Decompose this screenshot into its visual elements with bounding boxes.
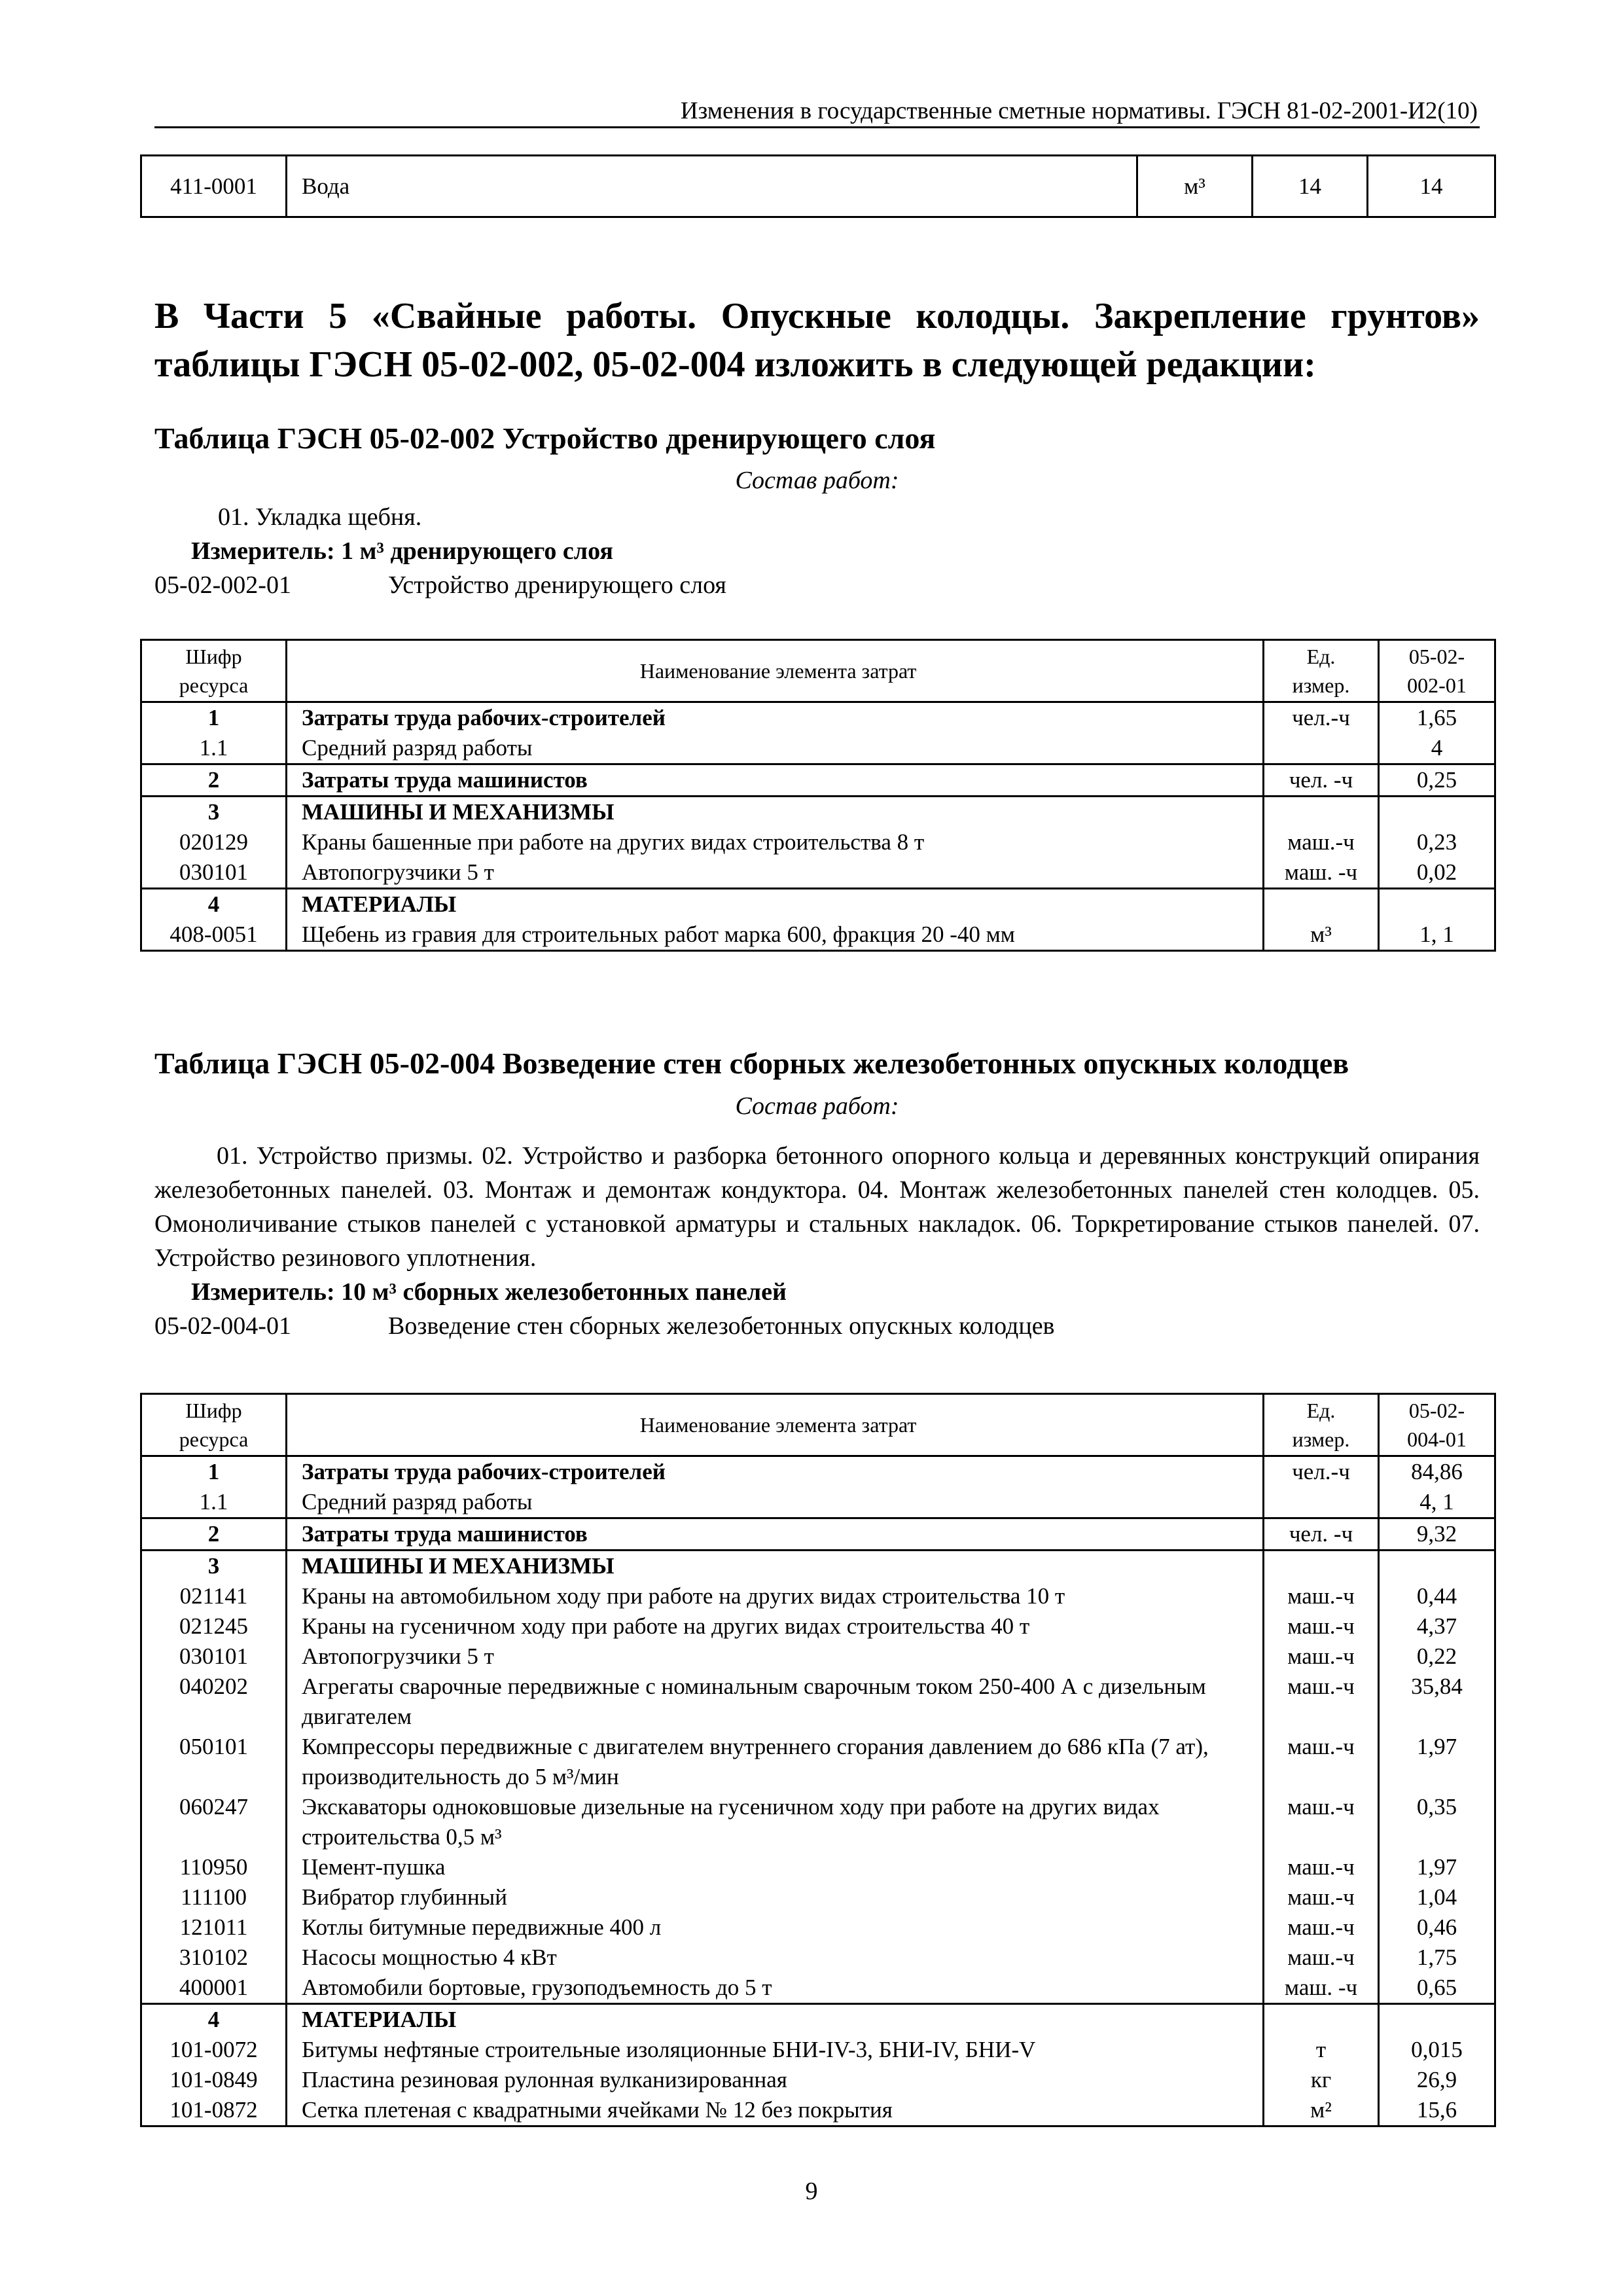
table2-composition: 01. Устройство призмы. 02. Устройство и разборка бетонного опорного кольца и деревянных конструкций опирания железобетонных панелей. 03. Монтаж и демонтаж кондуктора. 04. Монтаж железобетонных панелей стен колодцев. 05. Омоноличивание стыков панелей с установкой арматуры и стальных накладок. 06. Торкретирование стыков панелей. 07. Устройство резинового уплотнения.	[154, 1142, 1480, 1272]
col-header-unit: Ед. измер.	[1264, 1394, 1379, 1456]
table2-norm-name: Возведение стен сборных железобетонных опускных колодцев	[388, 1312, 1055, 1340]
row-code: 021141	[141, 1581, 287, 1611]
table2-composition-label: Состав работ:	[735, 1092, 899, 1120]
row-value: 84,86	[1379, 1456, 1495, 1488]
row-name: Насосы мощностью 4 кВт	[287, 1943, 1264, 1973]
row-name: Средний разряд работы	[287, 733, 1264, 764]
table-row	[141, 733, 1495, 764]
row-unit: маш.-ч	[1264, 1641, 1379, 1672]
table-row	[141, 2095, 1495, 2126]
row-unit	[1264, 2004, 1379, 2036]
table-row	[141, 702, 1495, 734]
row-name: Краны на автомобильном ходу при работе на других видах строительства 10 т	[287, 1581, 1264, 1611]
row-code: 1.1	[141, 1487, 287, 1518]
row-unit: маш.-ч	[1264, 1672, 1379, 1732]
table-row	[141, 1551, 1495, 1582]
col-header-value: 05-02- 002-01	[1379, 640, 1495, 702]
row-value: 26,9	[1379, 2065, 1495, 2095]
row-name: Компрессоры передвижные с двигателем внутреннего сгорания давлением до 686 кПа (7 ат), производительность до 5 м³/мин	[287, 1732, 1264, 1792]
row-value: 9,32	[1379, 1518, 1495, 1551]
section-heading-line2: таблицы ГЭСН 05-02-002, 05-02-004 изложить в следующей редакции:	[154, 344, 1316, 385]
row-unit: м³	[1137, 156, 1253, 217]
row-name: Автопогрузчики 5 т	[287, 1641, 1264, 1672]
table1-composition-label: Состав работ:	[735, 467, 899, 494]
col-header-value: 05-02- 004-01	[1379, 1394, 1495, 1456]
row-code: 4	[141, 889, 287, 920]
table-row	[141, 1732, 1495, 1792]
row-code: 101-0072	[141, 2035, 287, 2065]
running-header: Изменения в государственные сметные нормативы. ГЭСН 81-02-2001-И2(10)	[680, 98, 1478, 124]
table-header-row	[141, 1394, 1495, 1456]
row-code: 050101	[141, 1732, 287, 1792]
col-header-name: Наименование элемента затрат	[287, 640, 1264, 702]
table-row	[141, 1611, 1495, 1641]
row-name: Автомобили бортовые, грузоподъемность до 5 т	[287, 1973, 1264, 2004]
table-row	[141, 156, 1495, 217]
row-code: 3	[141, 797, 287, 828]
resource-table-1	[140, 639, 1496, 952]
table-row	[141, 1456, 1495, 1488]
row-name: Агрегаты сварочные передвижные с номинальным сварочным током 250-400 А с дизельным двигателем	[287, 1672, 1264, 1732]
table-row	[141, 1792, 1495, 1852]
row-value: 14	[1253, 156, 1368, 217]
table-row	[141, 797, 1495, 828]
row-value: 0,44	[1379, 1581, 1495, 1611]
row-value: 14	[1368, 156, 1495, 217]
row-value	[1379, 2004, 1495, 2036]
table-row	[141, 1672, 1495, 1732]
row-name: МАТЕРИАЛЫ	[287, 2004, 1264, 2036]
row-value: 4, 1	[1379, 1487, 1495, 1518]
page-number: 9	[805, 2178, 818, 2205]
row-value: 0,46	[1379, 1912, 1495, 1943]
row-value: 1,97	[1379, 1732, 1495, 1792]
row-value: 1,97	[1379, 1852, 1495, 1882]
row-unit: маш.-ч	[1264, 1852, 1379, 1882]
row-code: 411-0001	[141, 156, 287, 217]
table-row	[141, 764, 1495, 797]
table-row	[141, 2065, 1495, 2095]
table-row	[141, 1487, 1495, 1518]
table-row	[141, 1581, 1495, 1611]
table-header-row	[141, 640, 1495, 702]
row-value: 4,37	[1379, 1611, 1495, 1641]
row-code: 020129	[141, 827, 287, 857]
table1-meter: Измеритель: 1 м³ дренирующего слоя	[191, 537, 613, 565]
row-name: Затраты труда машинистов	[287, 1518, 1264, 1551]
row-name: МАШИНЫ И МЕХАНИЗМЫ	[287, 797, 1264, 828]
row-code: 101-0849	[141, 2065, 287, 2095]
row-unit	[1264, 889, 1379, 920]
row-value: 1, 1	[1379, 920, 1495, 951]
table-body	[141, 702, 1495, 951]
table2-norm-code: 05-02-004-01	[154, 1312, 291, 1340]
row-value: 1,04	[1379, 1882, 1495, 1912]
row-name: Экскаваторы одноковшовые дизельные на гусеничном ходу при работе на других видах строительства 0,5 м³	[287, 1792, 1264, 1852]
row-unit: маш.-ч	[1264, 1611, 1379, 1641]
table1-norm-code: 05-02-002-01	[154, 571, 291, 599]
row-name: Сетка плетеная с квадратными ячейками № 12 без покрытия	[287, 2095, 1264, 2126]
row-unit: м³	[1264, 920, 1379, 951]
row-value: 1,75	[1379, 1943, 1495, 1973]
table-row	[141, 920, 1495, 951]
row-name: Краны на гусеничном ходу при работе на других видах строительства 40 т	[287, 1611, 1264, 1641]
row-code: 1.1	[141, 733, 287, 764]
row-code: 060247	[141, 1792, 287, 1852]
row-value: 15,6	[1379, 2095, 1495, 2126]
continuation-table	[140, 154, 1496, 218]
row-name: Средний разряд работы	[287, 1487, 1264, 1518]
row-unit: чел.-ч	[1264, 1456, 1379, 1488]
section-heading-line1: В Части 5 «Свайные работы. Опускные колодцы. Закрепление грунтов»	[154, 296, 1480, 336]
row-unit: маш.-ч	[1264, 1581, 1379, 1611]
row-value: 0,015	[1379, 2035, 1495, 2065]
row-unit: маш.-ч	[1264, 1792, 1379, 1852]
row-name: Битумы нефтяные строительные изоляционные БНИ-IV-3, БНИ-IV, БНИ-V	[287, 2035, 1264, 2065]
row-unit: чел. -ч	[1264, 1518, 1379, 1551]
resource-table-2	[140, 1393, 1496, 2127]
table-row	[141, 1641, 1495, 1672]
row-unit: маш.-ч	[1264, 1912, 1379, 1943]
table-row	[141, 1912, 1495, 1943]
row-value	[1379, 889, 1495, 920]
row-unit: чел.-ч	[1264, 702, 1379, 734]
row-name: Вода	[287, 156, 1137, 217]
row-name: Краны башенные при работе на других видах строительства 8 т	[287, 827, 1264, 857]
row-name: Затраты труда рабочих-строителей	[287, 1456, 1264, 1488]
row-name: Пластина резиновая рулонная вулканизированная	[287, 2065, 1264, 2095]
row-name: Автопогрузчики 5 т	[287, 857, 1264, 889]
table-body	[141, 1456, 1495, 2126]
section-heading	[154, 292, 1480, 389]
table-row	[141, 857, 1495, 889]
row-code: 400001	[141, 1973, 287, 2004]
row-code: 4	[141, 2004, 287, 2036]
table-row	[141, 889, 1495, 920]
col-header-code: Шифр ресурса	[141, 640, 287, 702]
row-unit: маш. -ч	[1264, 857, 1379, 889]
table-row	[141, 827, 1495, 857]
table-row	[141, 1882, 1495, 1912]
row-name: Цемент-пушка	[287, 1852, 1264, 1882]
row-value: 0,25	[1379, 764, 1495, 797]
row-name: Котлы битумные передвижные 400 л	[287, 1912, 1264, 1943]
row-value	[1379, 1551, 1495, 1582]
row-unit	[1264, 797, 1379, 828]
row-code: 121011	[141, 1912, 287, 1943]
row-code: 3	[141, 1551, 287, 1582]
table1-title: Таблица ГЭСН 05-02-002 Устройство дренирующего слоя	[154, 422, 936, 455]
row-code: 110950	[141, 1852, 287, 1882]
table-row	[141, 1852, 1495, 1882]
row-unit	[1264, 1487, 1379, 1518]
row-code: 1	[141, 1456, 287, 1488]
row-name: Затраты труда машинистов	[287, 764, 1264, 797]
row-code: 111100	[141, 1882, 287, 1912]
row-unit: кг	[1264, 2065, 1379, 2095]
row-unit: маш.-ч	[1264, 1943, 1379, 1973]
header-rule	[154, 126, 1480, 128]
row-name: МАШИНЫ И МЕХАНИЗМЫ	[287, 1551, 1264, 1582]
table-row	[141, 1973, 1495, 2004]
table-row	[141, 2004, 1495, 2036]
table-row	[141, 2035, 1495, 2065]
row-name: МАТЕРИАЛЫ	[287, 889, 1264, 920]
col-header-code: Шифр ресурса	[141, 1394, 287, 1456]
col-header-unit: Ед. измер.	[1264, 640, 1379, 702]
row-value: 0,22	[1379, 1641, 1495, 1672]
row-unit	[1264, 733, 1379, 764]
row-value	[1379, 797, 1495, 828]
row-unit: чел. -ч	[1264, 764, 1379, 797]
row-code: 408-0051	[141, 920, 287, 951]
row-value: 35,84	[1379, 1672, 1495, 1732]
row-code: 101-0872	[141, 2095, 287, 2126]
table1-composition: 01. Укладка щебня.	[218, 503, 422, 531]
row-code: 040202	[141, 1672, 287, 1732]
row-name: Вибратор глубинный	[287, 1882, 1264, 1912]
table-row	[141, 1518, 1495, 1551]
row-unit: маш. -ч	[1264, 1973, 1379, 2004]
table-row	[141, 1943, 1495, 1973]
row-code: 2	[141, 764, 287, 797]
row-name: Затраты труда рабочих-строителей	[287, 702, 1264, 734]
row-unit: маш.-ч	[1264, 1882, 1379, 1912]
table2-title: Таблица ГЭСН 05-02-004 Возведение стен сборных железобетонных опускных колодцев	[154, 1047, 1349, 1080]
row-code: 2	[141, 1518, 287, 1551]
row-name: Щебень из гравия для строительных работ марка 600, фракция 20 -40 мм	[287, 920, 1264, 951]
col-header-name: Наименование элемента затрат	[287, 1394, 1264, 1456]
row-unit	[1264, 1551, 1379, 1582]
row-unit: м²	[1264, 2095, 1379, 2126]
table1-norm-name: Устройство дренирующего слоя	[388, 571, 726, 599]
row-code: 021245	[141, 1611, 287, 1641]
row-code: 030101	[141, 857, 287, 889]
row-unit: маш.-ч	[1264, 827, 1379, 857]
row-value: 0,02	[1379, 857, 1495, 889]
row-value: 0,65	[1379, 1973, 1495, 2004]
row-code: 030101	[141, 1641, 287, 1672]
row-value: 1,65	[1379, 702, 1495, 734]
table2-meter: Измеритель: 10 м³ сборных железобетонных панелей	[191, 1278, 787, 1306]
row-value: 4	[1379, 733, 1495, 764]
row-value: 0,35	[1379, 1792, 1495, 1852]
row-unit: т	[1264, 2035, 1379, 2065]
row-code: 1	[141, 702, 287, 734]
row-value: 0,23	[1379, 827, 1495, 857]
row-unit: маш.-ч	[1264, 1732, 1379, 1792]
row-code: 310102	[141, 1943, 287, 1973]
